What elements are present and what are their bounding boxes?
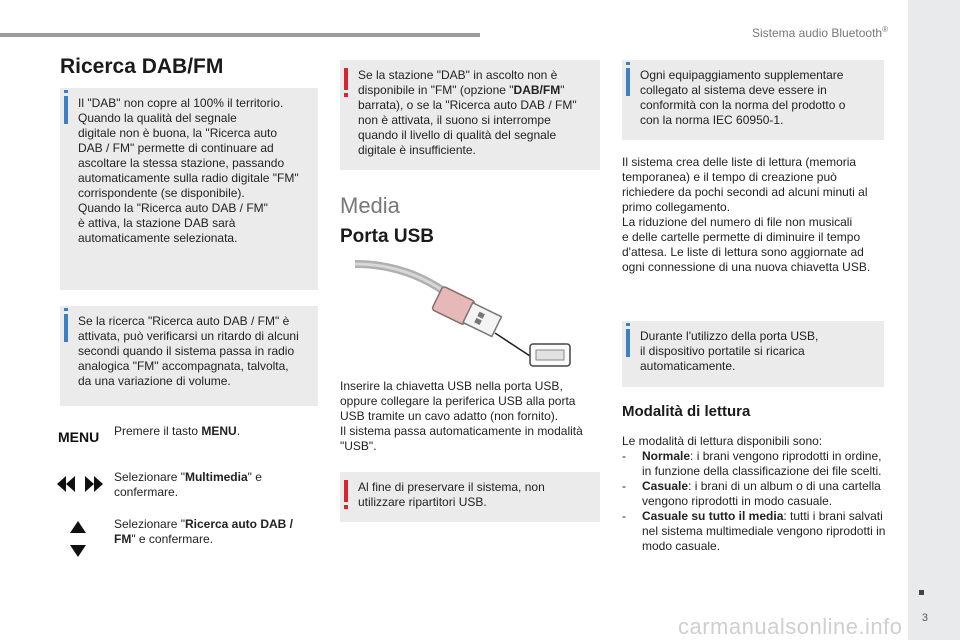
step-text: Selezionare " xyxy=(114,470,185,484)
page-number: 3 xyxy=(921,612,928,624)
mode-name: Casuale su tutto il media xyxy=(642,509,784,523)
info-icon xyxy=(64,314,68,342)
mode-desc: : i brani di un album o di una cartella vengono riprodotti in modo casuale. xyxy=(642,479,881,508)
warning-text: Se la stazione "DAB" in ascolto non è disponibile in "FM" (opzione " xyxy=(358,68,558,97)
play-modes-list xyxy=(622,434,887,554)
header-title-sup: ® xyxy=(882,25,888,34)
list-item xyxy=(622,449,887,479)
play-modes-intro: Le modalità di lettura disponibili sono: xyxy=(622,434,823,448)
list-dash: - xyxy=(622,479,626,493)
heading-porta-usb: Porta USB xyxy=(340,226,434,247)
warning-text-bold: DAB/FM xyxy=(513,83,561,97)
list-item xyxy=(622,509,887,554)
warning-box-text: Al fine di preservare il sistema, non utilizzare ripartitori USB. xyxy=(358,480,545,509)
header-title-text: Sistema audio Bluetooth xyxy=(752,26,883,40)
warning-icon xyxy=(344,68,348,90)
warning-icon xyxy=(344,480,348,502)
usb-instructions: Inserire la chiavetta USB nella porta USB, oppure collegare la periferica USB alla porta USB tramite un cavo adatto (non fornito). Il sistema passa automaticamente in modalità "USB". xyxy=(340,379,583,453)
step-select-multimedia xyxy=(114,470,304,500)
info-box-charging xyxy=(622,321,884,387)
info-icon xyxy=(626,68,630,96)
warning-box-dab-unavailable xyxy=(340,60,600,170)
list-dash: - xyxy=(622,449,626,463)
mode-desc: : tutti i brani salvati nel sistema multimediale vengono riprodotti in modo casuale. xyxy=(642,509,886,553)
step-text: " e confermare. xyxy=(114,470,262,499)
info-icon xyxy=(64,96,68,124)
page-dot xyxy=(919,590,924,595)
info-box-dab-coverage xyxy=(60,88,318,290)
step-key: Multimedia xyxy=(184,470,248,484)
step-text: . xyxy=(236,424,241,438)
heading-ricerca-dab-fm: Ricerca DAB/FM xyxy=(60,55,224,78)
step-text: Selezionare " xyxy=(114,517,185,531)
header-rule xyxy=(0,33,480,37)
warning-box-text xyxy=(358,68,592,158)
step-text: Premere il tasto xyxy=(114,424,202,438)
info-box-text: Il "DAB" non copre al 100% il territorio. Quando la qualità del segnale digitale non è buona, la "Ricerca auto DAB / FM" permette di continuare ad ascoltare la stessa stazione, passando automaticamente sulla radio digitale "FM" corrispondente (se disponibile). Quando la "Ricerca auto DAB / FM" è attiva, la stazione DAB sarà automaticamente selezionata. xyxy=(78,96,299,245)
mode-name: Casuale xyxy=(642,479,689,493)
heading-modalita-lettura: Modalità di lettura xyxy=(622,403,751,420)
list-item xyxy=(622,479,887,509)
header-title xyxy=(752,25,888,40)
playlist-info: Il sistema crea delle liste di lettura (memoria temporanea) e il tempo di creazione può richiedere da pochi secondi ad alcuni minuti al primo collegamento. La riduzione del numero di file non musicali e delle cartelle permette di diminuire il tempo d'attesa. Le liste di lettura sono aggiornate ad ogni connessione di una nuova chiavetta USB. xyxy=(622,155,871,274)
up-down-arrows-icon xyxy=(70,521,86,557)
info-box-equipment xyxy=(622,60,884,140)
step-key: Ricerca auto DAB / FM xyxy=(114,517,293,546)
info-box-text: Durante l'utilizzo della porta USB, il dispositivo portatile si ricarica automaticamente. xyxy=(640,329,819,373)
warning-box-usb-splitter xyxy=(340,472,600,522)
watermark: carmanualsonline.info xyxy=(678,614,903,639)
list-dash: - xyxy=(622,509,626,523)
section-title-media: Media xyxy=(340,193,400,218)
mode-desc: : i brani vengono riprodotti in ordine, in funzione della classificazione dei file scelti. xyxy=(642,449,882,478)
warning-text: " barrata), o se la "Ricerca auto DAB / FM" non è attivata, il suono si interrompe quando il livello di qualità del segnale digitale è insufficiente. xyxy=(358,83,577,157)
info-box-text: Ogni equipaggiamento supplementare collegato al sistema deve essere in conformità con la norma del prodotto o con la norma IEC 60950-1. xyxy=(640,68,846,127)
step-key: MENU xyxy=(201,424,237,438)
step-text: " e confermare. xyxy=(131,532,213,546)
page-edge-strip xyxy=(908,0,960,640)
step-select-ricerca-auto xyxy=(114,517,294,547)
info-icon xyxy=(626,329,630,357)
info-box-delay xyxy=(60,306,318,406)
menu-key-label: MENU xyxy=(58,429,100,445)
step-press-menu xyxy=(114,424,314,439)
left-right-arrows-icon xyxy=(57,476,103,492)
usb-plug-illustration xyxy=(355,258,575,370)
mode-name: Normale xyxy=(642,449,691,463)
info-box-text: Se la ricerca "Ricerca auto DAB / FM" è attivata, può verificarsi un ritardo di alcuni secondi quando il sistema passa in radio analogica "FM" accompagnata, talvolta, da una variazione di volume. xyxy=(78,314,299,388)
